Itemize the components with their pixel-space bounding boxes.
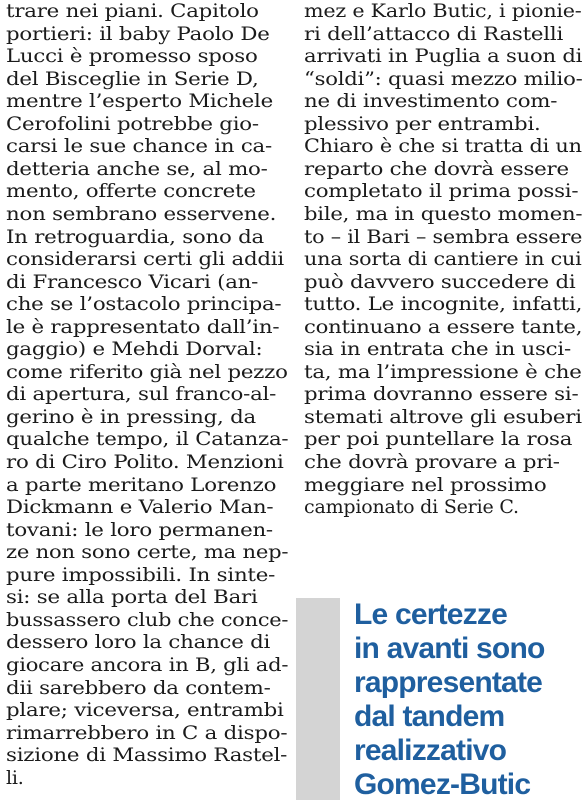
- text-line: reparto che dovrà essere: [304, 157, 569, 180]
- text-line: trare nei piani. Capitolo: [6, 0, 259, 22]
- text-line: non sembrano esservene.: [6, 202, 277, 225]
- text-line: plessivo per entrambi.: [304, 112, 541, 135]
- text-line: carsi le sue chance in ca-: [6, 135, 272, 158]
- text-line: Dickmann e Valerio Man-: [6, 496, 274, 519]
- text-line: prima dovranno essere si-: [304, 383, 579, 406]
- text-line: meggiare nel prossimo: [304, 473, 547, 496]
- text-line: le è rappresentato dall’in-: [6, 315, 280, 338]
- text-line: sia in entrata che in usci-: [304, 338, 571, 361]
- text-line: sizione di Massimo Rastel-: [6, 744, 288, 767]
- pull-quote-bar: [296, 598, 340, 800]
- text-line: dii sarebbero da contem-: [6, 676, 271, 699]
- text-line: pure impossibili. In sinte-: [6, 563, 276, 586]
- text-line: del Bisceglie in Serie D,: [6, 67, 259, 90]
- text-line: bussassero club che conce-: [6, 608, 289, 631]
- pull-quote-line: dal tandem: [354, 700, 505, 733]
- pull-quote-line: realizzativo: [354, 734, 507, 767]
- text-line: a parte meritano Lorenzo: [6, 473, 277, 496]
- pull-quote-line: rappresentate: [354, 666, 543, 699]
- text-line: che dovrà provare a pri-: [304, 451, 560, 473]
- text-line: dessero loro la chance di: [6, 631, 271, 654]
- text-line: “soldi”: quasi mezzo milio-: [304, 67, 583, 90]
- text-line: si: se alla porta del Bari: [6, 586, 258, 609]
- text-line: ne di investimento com-: [304, 90, 558, 113]
- pull-quote: [296, 598, 586, 800]
- text-line: bile, ma in questo momen-: [304, 202, 583, 225]
- text-line: Cerofolini potrebbe gio-: [6, 112, 259, 135]
- text-line: mento, offerte concrete: [6, 180, 256, 203]
- text-line: che se l’ostacolo principa-: [6, 293, 282, 316]
- text-line: li.: [6, 766, 24, 789]
- text-line: per poi puntellare la rosa: [304, 428, 573, 451]
- text-line: plare; viceversa, entrambi: [6, 699, 284, 722]
- text-line: qualche tempo, il Catanza-: [6, 428, 289, 451]
- text-line: considerarsi certi gli addii: [6, 248, 284, 271]
- text-line: arrivati in Puglia a suon di: [304, 45, 583, 68]
- text-line: gerino è in pressing, da: [6, 405, 256, 428]
- text-line: tovani: le loro permanen-: [6, 518, 273, 541]
- pull-quote-line: in avanti sono: [354, 632, 545, 665]
- pull-quote-line: Gomez-Butic: [354, 768, 531, 801]
- text-line: mez e Karlo Butic, i pionie-: [304, 0, 582, 22]
- text-line: tutto. Le incognite, infatti,: [304, 293, 583, 316]
- text-line: di Francesco Vicari (an-: [6, 270, 259, 293]
- text-line: una sorta di cantiere in cui: [304, 248, 582, 271]
- text-line: come riferito già nel pezzo: [6, 360, 288, 383]
- text-line: detteria anche se, al mo-: [6, 157, 268, 180]
- text-line: rimarrebbero in C a dispo-: [6, 721, 288, 744]
- text-line: continuano a essere tante,: [304, 315, 583, 338]
- text-line: giocare ancora in B, gli ad-: [6, 653, 289, 676]
- text-line: ze non sono certe, ma nep-: [6, 541, 289, 564]
- pull-quote-line: Le certezze: [354, 598, 507, 631]
- text-line: Chiaro è che si tratta di un: [304, 135, 582, 158]
- text-line: mentre l’esperto Michele: [6, 90, 273, 113]
- text-line: completato il prima possi-: [304, 180, 579, 203]
- pull-quote-text: [354, 598, 584, 802]
- text-line: In retroguardia, sono da: [6, 225, 264, 248]
- text-line: to – il Bari – sembra essere: [304, 225, 583, 248]
- text-line: di apertura, sul franco-al-: [6, 383, 277, 406]
- text-line: campionato di Serie C.: [304, 496, 519, 519]
- text-line: ta, ma l’impressione è che: [304, 360, 582, 383]
- text-line: ro di Ciro Polito. Menzioni: [6, 451, 284, 473]
- text-line: ri dell’attacco di Rastelli: [304, 22, 564, 45]
- text-line: portieri: il baby Paolo De: [6, 22, 270, 45]
- text-line: può davvero succedere di: [304, 270, 576, 293]
- text-line: stemati altrove gli esuberi: [304, 405, 582, 428]
- text-line: Lucci è promesso sposo: [6, 45, 258, 68]
- text-line: gaggio) e Mehdi Dorval:: [6, 338, 263, 361]
